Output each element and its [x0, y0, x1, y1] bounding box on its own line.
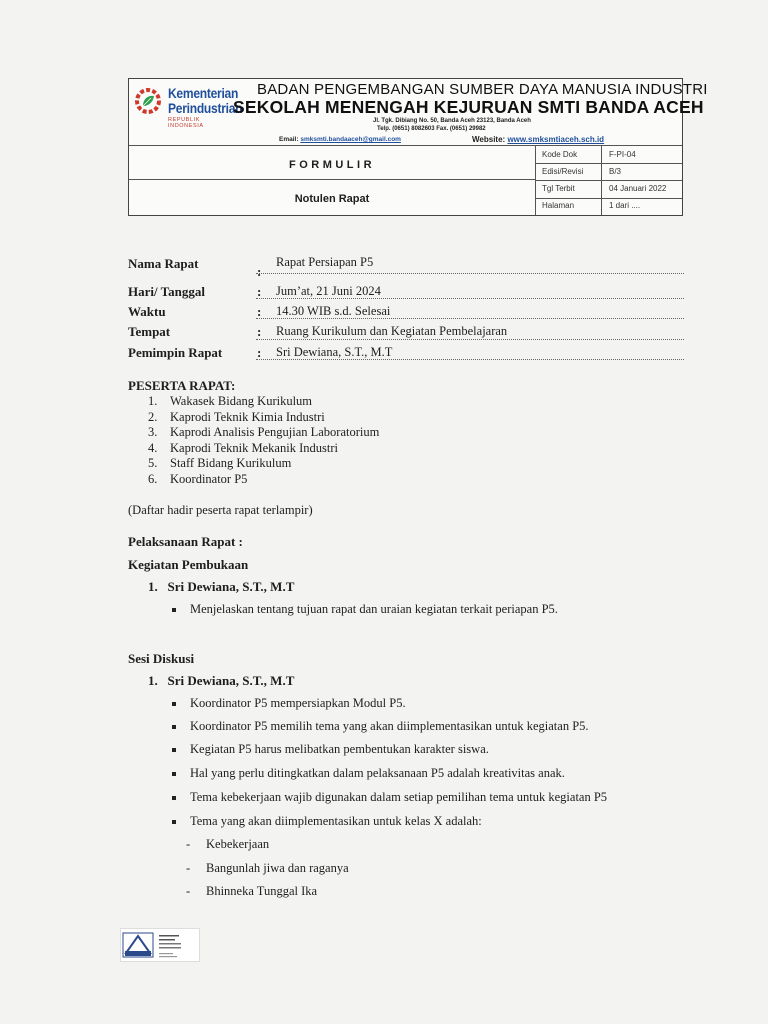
theme-item: - Bhinneka Tunggal Ika [186, 884, 318, 898]
list-item: Hal yang perlu ditingkatkan dalam pelaksanaan P5 adalah kreativitas anak. [172, 766, 565, 781]
school-phone: Telp. (0651) 8082603 Fax. (0651) 29982 [377, 126, 486, 132]
diskusi-speaker: 1. Sri Dewiana, S.T., M.T [148, 673, 295, 688]
document-header-table [128, 78, 708, 216]
info-row-pemimpin [128, 345, 684, 363]
list-item: 4. Kaprodi Teknik Mekanik Industri [148, 440, 338, 455]
attendance-note: (Daftar hadir peserta rapat terlampir) [128, 503, 313, 517]
meta-value: B/3 [609, 167, 622, 176]
info-underline [256, 273, 684, 274]
form-title-divider [129, 179, 535, 180]
list-item: Tema yang akan diimplementasikan untuk kelas X adalah: [172, 814, 482, 829]
ministry-logo [133, 83, 243, 129]
info-label: Waktu [128, 304, 166, 319]
info-value: 14.30 WIB s.d. Selesai [276, 304, 391, 318]
pembukaan-speaker: 1. Sri Dewiana, S.T., M.T [148, 579, 295, 594]
info-row-tempat [128, 324, 684, 342]
info-underline [256, 298, 684, 299]
info-underline [256, 318, 684, 319]
theme-item: - Bangunlah jiwa dan raganya [186, 861, 349, 875]
header-divider [129, 145, 682, 146]
info-value: Rapat Persiapan P5 [276, 255, 374, 269]
info-value: Sri Dewiana, S.T., M.T [276, 345, 393, 359]
list-item: 1. Wakasek Bidang Kurikulum [148, 394, 313, 408]
info-label: Hari/ Tanggal [128, 284, 205, 299]
theme-item: - Kebekerjaan [186, 837, 270, 851]
info-label: Pemimpin Rapat [128, 345, 223, 360]
info-underline [256, 339, 684, 340]
logo-text-line2: Perindustrian [168, 100, 243, 116]
list-item: 5. Staff Bidang Kurikulum [148, 456, 292, 470]
info-colon: : [257, 304, 262, 319]
website-row [472, 135, 604, 144]
list-item: Menjelaskan tentang tujuan rapat dan uraian kegiatan terkait periapan P5. [172, 602, 558, 617]
info-colon: : [257, 324, 262, 339]
school-name: SEKOLAH MENENGAH KEJURUAN SMTI BANDA ACEH [233, 97, 704, 117]
info-label: Nama Rapat [128, 256, 199, 271]
school-address: Jl. Tgk. Dibiang No. 50, Banda Aceh 23123, Banda Aceh [373, 118, 531, 124]
meta-value: F-PI-04 [609, 150, 636, 159]
info-label: Tempat [128, 324, 171, 339]
list-item: 2. Kaprodi Teknik Kimia Industri [148, 409, 325, 424]
meta-row-divider [535, 198, 682, 199]
info-colon: : [257, 284, 262, 299]
organization-name: BADAN PENGEMBANGAN SUMBER DAYA MANUSIA INDUSTRI [257, 81, 708, 98]
logo-text-line1: Kementerian [168, 85, 239, 101]
certification-logo-icon [121, 929, 201, 963]
form-title: FORMULIR [288, 159, 376, 171]
info-colon: : [257, 345, 262, 360]
website-link[interactable]: www.smksmtiaceh.sch.id [507, 135, 605, 144]
pembukaan-heading: Kegiatan Pembukaan [128, 557, 249, 572]
email-label: Email: [279, 136, 299, 143]
peserta-list [148, 394, 379, 487]
meta-key: Edisi/Revisi [542, 167, 584, 176]
pelaksanaan-heading: Pelaksanaan Rapat : [128, 534, 243, 549]
list-item: 3. Kaprodi Analisis Pengujian Laboratorium [148, 425, 380, 439]
info-row-waktu [128, 304, 684, 322]
logo-text-line3: REPUBLIK INDONESIA [168, 117, 204, 129]
form-subtitle: Notulen Rapat [294, 193, 370, 205]
meta-row-divider [535, 180, 682, 181]
list-item: Koordinator P5 mempersiapkan Modul P5. [172, 696, 406, 711]
meta-value: 04 Januari 2022 [609, 184, 667, 193]
meta-key: Tgl Terbit [542, 184, 575, 193]
gear-leaf-logo-icon [133, 85, 163, 117]
list-item: Koordinator P5 memilih tema yang akan diimplementasikan untuk kegiatan P5. [172, 719, 589, 734]
meta-key: Kode Dok [542, 150, 578, 159]
info-underline [256, 359, 684, 360]
info-colon: : [257, 264, 262, 279]
meta-key: Halaman [542, 201, 575, 210]
meta-row-divider [535, 163, 682, 164]
info-value: Jum’at, 21 Juni 2024 [276, 284, 381, 298]
info-value: Ruang Kurikulum dan Kegiatan Pembelajaran [276, 324, 508, 338]
peserta-heading: PESERTA RAPAT: [128, 378, 236, 393]
certification-badge [120, 928, 200, 962]
email-link[interactable]: smksmti.bandaaceh@gmail.com [300, 136, 401, 143]
list-item: 6. Koordinator P5 [148, 471, 248, 486]
info-row-nama-rapat [128, 254, 684, 278]
list-item: Tema kebekerjaan wajib digunakan dalam setiap pemilihan tema untuk kegiatan P5 [172, 790, 607, 805]
meta-value: 1 dari .... [609, 201, 641, 210]
list-item: Kegiatan P5 harus melibatkan pembentukan karakter siswa. [172, 742, 489, 757]
website-label: Website: [472, 135, 506, 144]
email-row [279, 136, 401, 143]
info-row-hari-tanggal [128, 284, 684, 302]
diskusi-heading: Sesi Diskusi [128, 651, 195, 666]
